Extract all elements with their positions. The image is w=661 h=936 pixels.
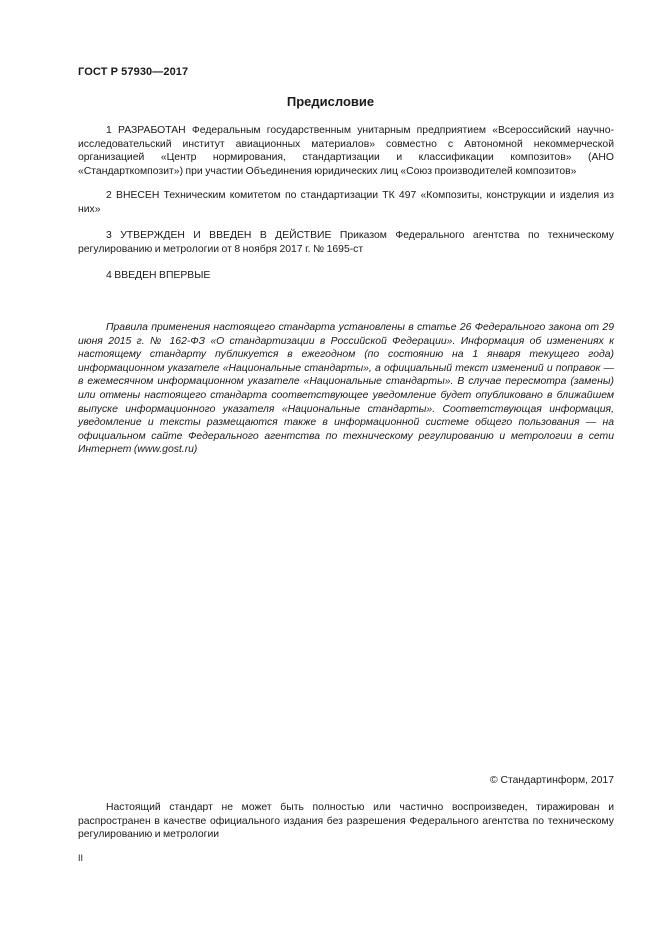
- document-code: ГОСТ Р 57930—2017: [78, 66, 189, 78]
- foreword-item-introduced: 2 ВНЕСЕН Техническим комитетом по стандартизации ТК 497 «Композиты, конструкции и изделия из них»: [78, 190, 614, 215]
- foreword-item-first-edition: 4 ВВЕДЕН ВПЕРВЫЕ: [106, 270, 211, 281]
- foreword-item-developed: 1 РАЗРАБОТАН Федеральным государственным унитарным предприятием «Всероссийский научно-исследовательский институт авиационных материалов» совместно с Автономной некоммерческой организацией «Центр нормирования, стандартизации и классификации композитов» (АНО «Стандарткомпозит») при участии Объединения юридических лиц «Союз производителей композитов»: [78, 125, 614, 177]
- page-number: II: [78, 853, 84, 863]
- reproduction-rights-notice: Настоящий стандарт не может быть полностью или частично воспроизведен, тиражирован и распространен в качестве официального издания без разрешения Федерального агентства по техническому регулированию и метрологии: [78, 802, 614, 841]
- copyright-line: © Стандартинформ, 2017: [489, 775, 614, 786]
- application-rules-notice: Правила применения настоящего стандарта установлены в статье 26 Федерального закона от 29 июня 2015 г. № 162-ФЗ «О стандартизации в Российской Федерации». Информация об изменениях к настоящему стандарту публикуется в ежегодном (по состоянию на 1 января текущего года) информационном указателе «Национальные стандарты», а официальный текст изменений и поправок — в ежемесячном информационном указателе «Национальные стандарты». В случае пересмотра (замены) или отмены настоящего стандарта соответствующее уведомление будет опубликовано в ближайшем выпуске информационного указателя «Национальные стандарты». Соответствующая информация, уведомление и тексты размещаются также в информационной системе общего пользования — на официальном сайте Федерального агентства по техническому регулированию и метрологии в сети Интернет (www.gost.ru): [78, 322, 614, 456]
- foreword-title: Предисловие: [286, 94, 375, 109]
- foreword-item-approved: 3 УТВЕРЖДЕН И ВВЕДЕН В ДЕЙСТВИЕ Приказом Федерального агентства по техническому регулированию и метрологии от 8 ноября 2017 г. № 1695-ст: [78, 230, 614, 255]
